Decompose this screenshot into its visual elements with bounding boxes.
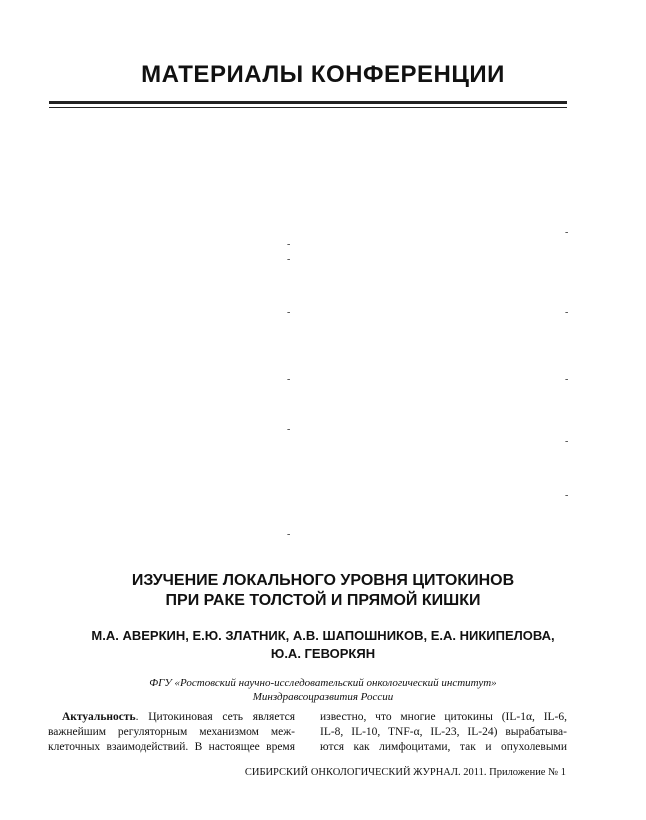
body-line: ются как лимфоцитами, так и опухолевыми [320,741,567,753]
stray-dash: - [565,490,569,501]
article-authors [0,627,646,663]
stray-dash: - [565,436,569,447]
article-title [0,571,646,611]
body-column-right [320,710,567,755]
journal-footer: СИБИРСКИЙ ОНКОЛОГИЧЕСКИЙ ЖУРНАЛ. 2011. Приложение № 1 [244,767,566,778]
stray-dash: - [565,307,569,318]
article-title-line: ИЗУЧЕНИЕ ЛОКАЛЬНОГО УРОВНЯ ЦИТОКИНОВ [131,572,515,589]
authors-line: М.А. АВЕРКИН, Е.Ю. ЗЛАТНИК, А.В. ШАПОШНИКОВ, Е.А. НИКИПЕЛОВА, [91,628,555,643]
stray-dash: - [287,307,291,318]
stray-dash: - [287,529,291,540]
body-line [48,710,295,725]
body-text: . Цитокиновая сеть является [135,711,295,723]
body-column-left [48,710,295,755]
section-title: МАТЕРИАЛЫ КОНФЕРЕНЦИИ [141,61,505,88]
stray-dash: - [287,424,291,435]
affiliation-line: Минздравсоцразвития России [252,691,394,703]
stray-dash: - [565,227,569,238]
authors-line: Ю.А. ГЕВОРКЯН [270,646,376,661]
body-line: IL-8, IL-10, TNF-α, IL-23, IL-24) вырабатыва- [320,726,567,738]
stray-dash: - [287,254,291,265]
header-rule-thin [49,107,567,108]
body-line: известно, что многие цитокины (IL-1α, IL-6, [320,711,567,723]
stray-dash: - [565,374,569,385]
body-line: клеточных взаимодействий. В настоящее время [48,741,295,753]
affiliation-line: ФГУ «Ростовский научно-исследовательский онкологический институт» [149,677,497,689]
body-line: важнейшим регуляторным механизмом меж- [48,726,295,738]
lead-keyword: Актуальность [62,711,136,723]
stray-dash: - [287,239,291,250]
header-rule-thick [49,101,567,104]
article-title-line: ПРИ РАКЕ ТОЛСТОЙ И ПРЯМОЙ КИШКИ [165,592,481,609]
article-affiliation [0,676,646,704]
stray-dash: - [287,374,291,385]
